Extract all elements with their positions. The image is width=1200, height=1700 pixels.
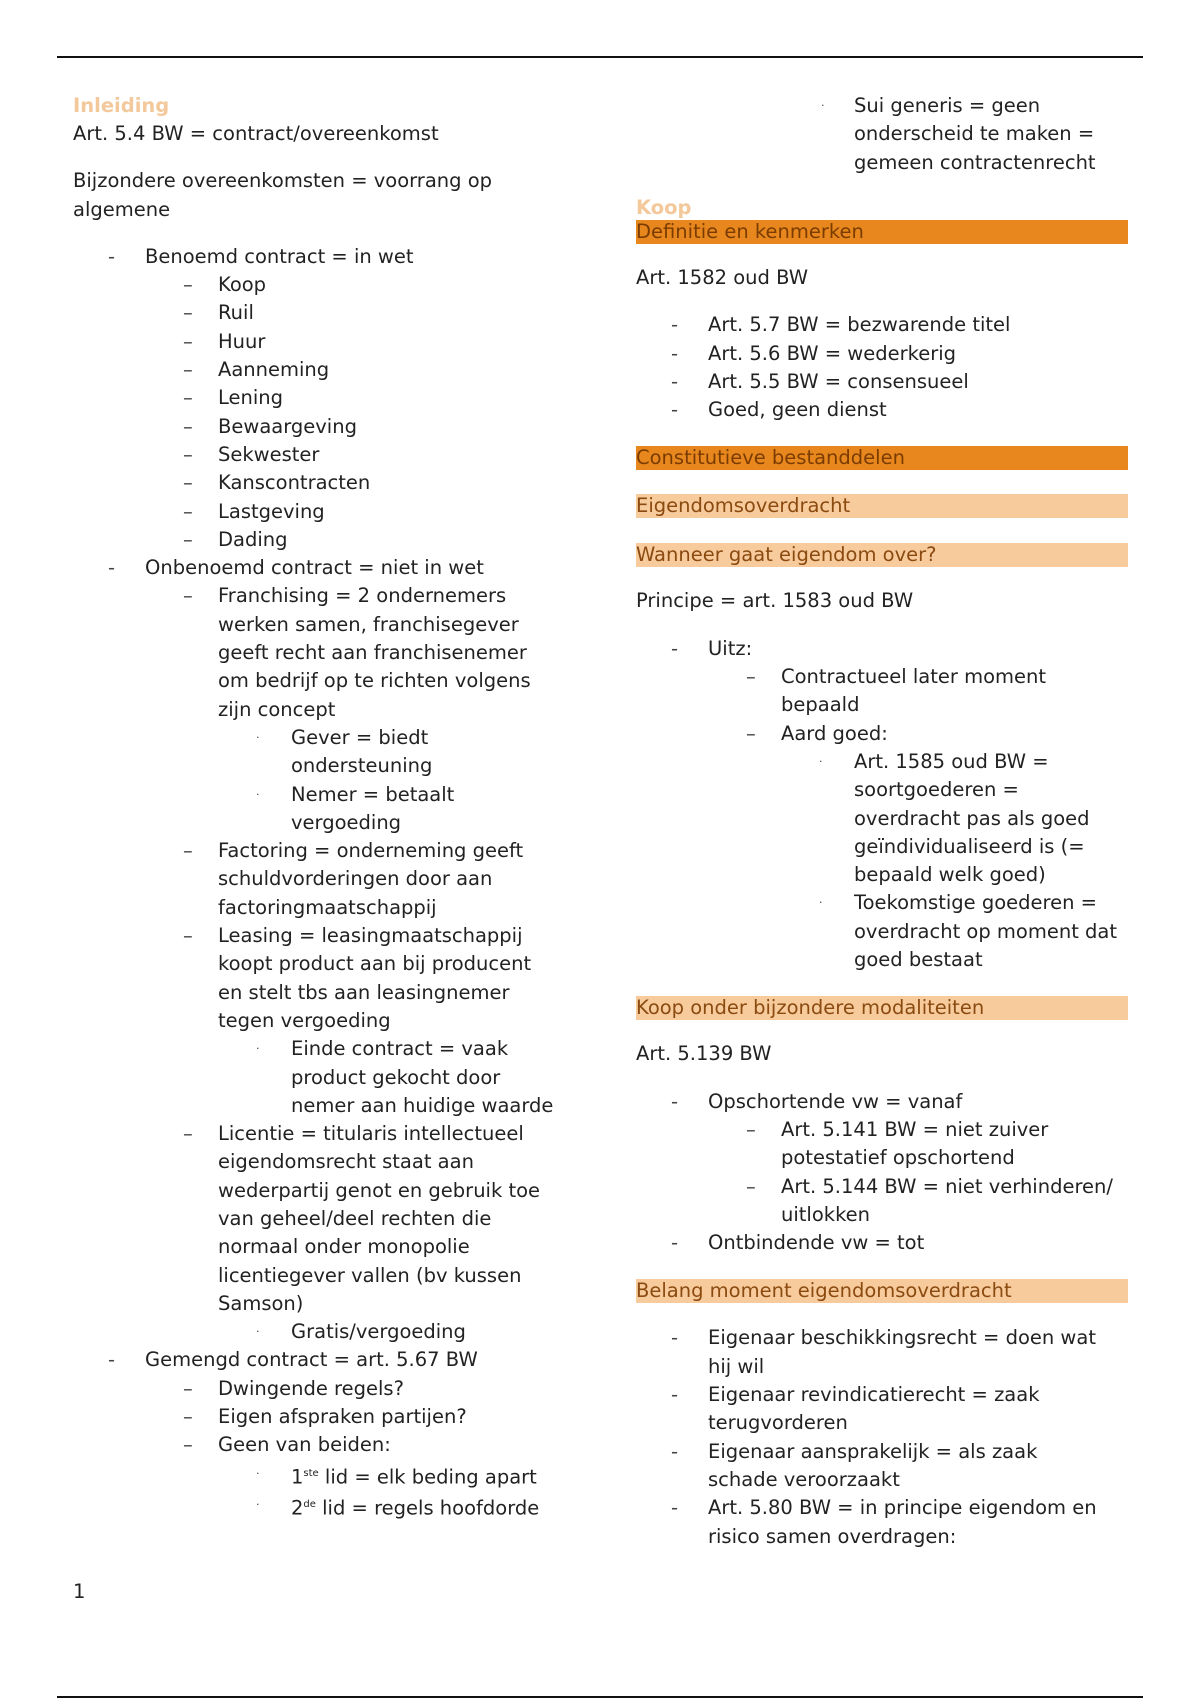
list-item: – Geen van beiden: bbox=[183, 1433, 391, 1457]
list-item: - Goed, geen dienst bbox=[671, 398, 887, 422]
list-item: - Art. 5.6 BW = wederkerig bbox=[671, 341, 957, 365]
list-item: · Gever = biedt bbox=[256, 725, 429, 749]
list-item: – Koop bbox=[183, 273, 267, 297]
list-item: - Gemengd contract = art. 5.67 BW bbox=[108, 1348, 478, 1372]
list-item: – Eigen afspraken partijen? bbox=[183, 1405, 467, 1429]
list-item: · Einde contract = vaak bbox=[256, 1037, 509, 1061]
right-column: Koop Definitie en kenmerken Art. 1582 oud BW - Art. 5.7 BW = bezwarende titel - Art. 5.6 BW = wederkerig - Art. 5.5 BW = consensueel - Goed, geen dienst Constitutieve bestanddelen Eigendomsoverdracht Wanneer gaat eigendom over? Principe = art. 1583 oud BW - Uitz: – Contractueel later moment bepaald – Aard goed: · Art. 1585 oud BW = soortgoederen = overdracht pas als goed geïndividualiseerd is (= bepaald welk goed) · Toekomstige goederen = overdracht op moment dat goed bestaat Koop onder bijzondere modaliteiten Art. 5.139 BW - Opschortende vw = vanaf – Art. 5.141 BW = niet zuiver potestatief opschortend – Art. 5.144 BW = niet verhinderen/ uitlokken - Ontbindende vw = tot Belang moment eigendomsoverdracht - Eigenaar beschikkingsrecht = doen wat hij wil - Eigenaar revindicatierecht = zaak terugvorderen - Eigenaar aansprakelijk = als zaak schade veroorzaakt - Art. 5.80 BW = in principe eigendom en risico samen overdragen: bbox=[636, 196, 1128, 1551]
list-item: – Leasing = leasingmaatschappij bbox=[183, 924, 523, 948]
list-item: - Ontbindende vw = tot bbox=[671, 1231, 925, 1255]
list-item: · Sui generis = geen bbox=[821, 94, 1041, 117]
text-line: algemene bbox=[73, 197, 171, 221]
list-item: - Onbenoemd contract = niet in wet bbox=[108, 556, 484, 580]
list-item: - Opschortende vw = vanaf bbox=[671, 1089, 963, 1113]
list-item: – Bewaargeving bbox=[183, 414, 357, 438]
list-item: - Eigenaar beschikkingsrecht = doen wat bbox=[671, 1326, 1096, 1350]
text-line: Bijzondere overeenkomsten = voorrang op bbox=[73, 169, 493, 193]
page-number: 1 bbox=[73, 1580, 86, 1603]
list-item: – Dwingende regels? bbox=[183, 1376, 404, 1400]
text-line: Art. 1582 oud BW bbox=[636, 266, 809, 289]
list-item: – Aanneming bbox=[183, 358, 330, 382]
list-item: – Huur bbox=[183, 329, 266, 353]
list-item: - Uitz: bbox=[671, 636, 753, 660]
heading-inleiding: Inleiding bbox=[73, 94, 170, 117]
list-item: – Art. 5.141 BW = niet zuiver bbox=[746, 1117, 1049, 1141]
section-bar: Constitutieve bestanddelen bbox=[636, 446, 1128, 470]
list-item: · Gratis/vergoeding bbox=[256, 1320, 466, 1344]
text-line: Principe = art. 1583 oud BW bbox=[636, 589, 914, 613]
list-item: – Lastgeving bbox=[183, 499, 325, 523]
list-item: – Lening bbox=[183, 386, 284, 410]
section-bar: Eigendomsoverdracht bbox=[636, 494, 1128, 518]
list-item: - Art. 5.7 BW = bezwarende titel bbox=[671, 313, 1011, 337]
list-item: · 1ste lid = elk beding apart bbox=[256, 1465, 537, 1489]
text-line: Art. 5.139 BW bbox=[636, 1042, 772, 1066]
list-item: - Benoemd contract = in wet bbox=[108, 244, 414, 268]
bottom-rule bbox=[57, 1696, 1143, 1698]
list-item: – Art. 5.144 BW = niet verhinderen/ bbox=[746, 1174, 1113, 1198]
list-item: – Contractueel later moment bbox=[746, 665, 1047, 689]
section-bar: Definitie en kenmerken bbox=[636, 220, 1128, 244]
section-bar: Belang moment eigendomsoverdracht bbox=[636, 1279, 1128, 1303]
list-item: - Eigenaar revindicatierecht = zaak bbox=[671, 1383, 1040, 1407]
list-item: - Eigenaar aansprakelijk = als zaak bbox=[671, 1439, 1038, 1463]
list-item: – Dading bbox=[183, 527, 288, 551]
section-bar: Wanneer gaat eigendom over? bbox=[636, 543, 1128, 567]
right-top-continuation: · Sui generis = geen onderscheid te maken = gemeen contractenrecht bbox=[818, 92, 1138, 177]
list-item: · 2de lid = regels hoofdorde bbox=[256, 1496, 540, 1520]
text-line: Art. 5.4 BW = contract/overeenkomst bbox=[73, 122, 439, 145]
list-item: · Nemer = betaalt bbox=[256, 782, 455, 806]
section-bar: Koop onder bijzondere modaliteiten bbox=[636, 996, 1128, 1020]
list-item: – Franchising = 2 ondernemers bbox=[183, 584, 507, 608]
list-item: – Licentie = titularis intellectueel bbox=[183, 1122, 524, 1146]
list-item: - Art. 5.80 BW = in principe eigendom en bbox=[671, 1496, 1097, 1520]
list-item: – Aard goed: bbox=[746, 721, 888, 745]
heading-koop: Koop bbox=[636, 196, 692, 219]
list-item: – Factoring = onderneming geeft bbox=[183, 839, 524, 863]
list-item: · Art. 1585 oud BW = bbox=[819, 749, 1049, 773]
contract-list: - Benoemd contract = in wet – Koop – Ruil – Huur – Aanneming – Lening – Bewaargeving – Sekwester – Kanscontracten – Lastgeving – Dading - Onbenoemd contract = niet in wet – Franchising = 2 ondernemers werken samen, franchisegever geeft recht aan franchisenemer om bedrijf op te richten volgens zijn concept · Gever = biedt ondersteuning · Nemer = betaalt vergoeding – Factoring = onderneming geeft schuldvorderingen door aan factoringmaatschappij – Leasing = leasingmaatschappij koopt product aan bij producent en stelt tbs aan leasingnemer tegen vergoeding · Einde contract = vaak product gekocht door nemer aan huidige waarde – Licentie = titularis intellectueel eigendomsrecht staat aan wederpartij genot en gebruik toe van geheel/deel rechten die normaal onder monopolie licentiegever vallen (bv kussen Samson) · Gratis/vergoeding - Gemengd contract = art. 5.67 BW – Dwingende regels? – Eigen afspraken partijen? – Geen van beiden: · 1ste lid = elk beding apart · 2de lid = regels hoofdorde bbox=[73, 243, 573, 1523]
list-item: – Ruil bbox=[183, 301, 254, 325]
list-item: – Kanscontracten bbox=[183, 471, 371, 495]
list-item: - Art. 5.5 BW = consensueel bbox=[671, 369, 969, 393]
top-rule bbox=[57, 56, 1143, 58]
list-item: · Toekomstige goederen = bbox=[819, 891, 1098, 915]
list-item: – Sekwester bbox=[183, 442, 320, 466]
left-column bbox=[73, 92, 573, 1523]
